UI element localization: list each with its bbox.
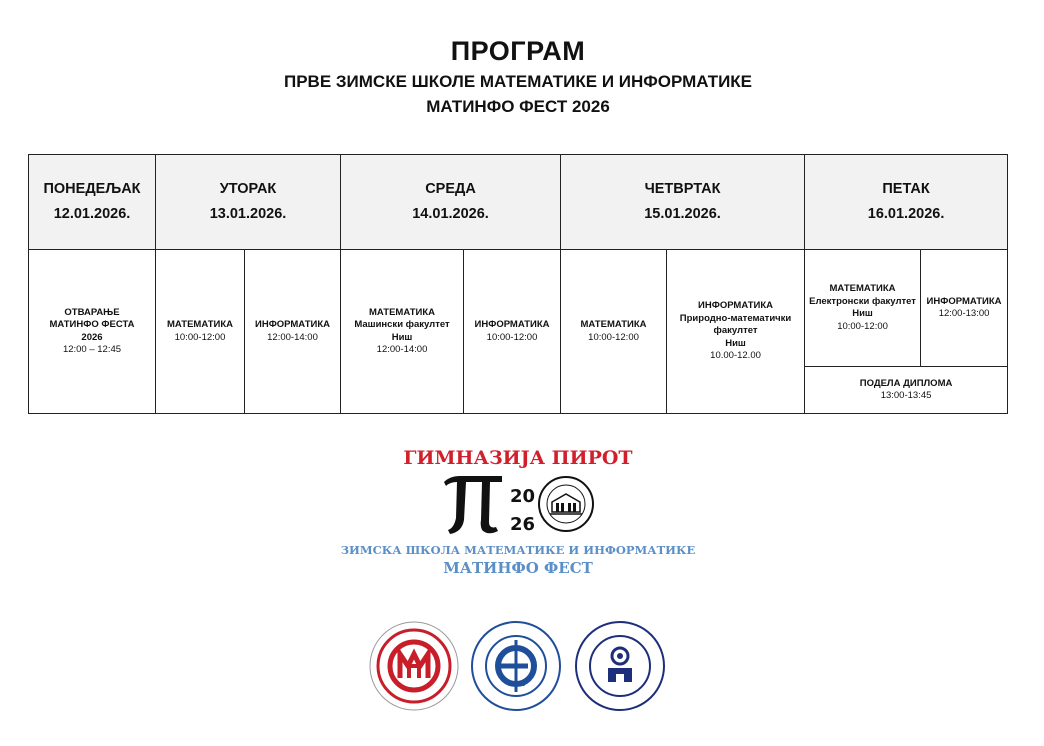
- schedule-table: [28, 154, 1008, 414]
- day-thursday: ЧЕТВРТАК 15.01.2026.: [561, 155, 805, 250]
- session-wed-info: ИНФОРМАТИКА 10:00-12:00: [464, 250, 561, 414]
- session-tue-math: МАТЕМАТИКА 10:00-12:00: [156, 250, 245, 414]
- pi-year-bottom: 26: [510, 514, 536, 535]
- session-wed-math: МАТЕМАТИКА Машински факултет Ниш 12:00-14:00: [341, 250, 464, 414]
- fest-name: МАТИНФО ФЕСТ: [443, 559, 593, 577]
- event-name: МАТИНФО ФЕСТ 2026: [426, 97, 610, 116]
- pi-icon: [444, 476, 502, 534]
- program-subtitle: ПРВЕ ЗИМСКЕ ШКОЛЕ МАТЕМАТИКЕ И ИНФОРМАТИКЕ: [283, 72, 753, 91]
- elfak-year-left: 19: [508, 681, 516, 688]
- gymnasium-seal-icon: [539, 477, 593, 531]
- pi-2026-logo: [440, 472, 600, 536]
- session-tue-info: ИНФОРМАТИКА 12:00-14:00: [245, 250, 341, 414]
- session-thu-math: МАТЕМАТИКА 10:00-12:00: [561, 250, 667, 414]
- day-wednesday: СРЕДА 14.01.2026.: [341, 155, 561, 250]
- program-title: ПРОГРАМ: [450, 36, 586, 66]
- session-fri-info: ИНФОРМАТИКА 12:00-13:00: [921, 250, 1008, 367]
- day-friday: ПЕТАК 16.01.2026.: [805, 155, 1008, 250]
- pi-year-top: 20: [510, 486, 536, 507]
- elfak-year-right: 60: [518, 681, 526, 688]
- winter-school-tagline: ЗИМСКА ШКОЛА МАТЕМАТИКЕ И ИНФОРМАТИКЕ: [340, 543, 696, 557]
- school-name: ГИМНАЗИЈА ПИРОТ: [403, 447, 633, 469]
- masfak-logo: [574, 620, 666, 712]
- elfak-logo: [470, 620, 562, 712]
- day-monday: ПОНЕДЕЉАК 12.01.2026.: [29, 155, 156, 250]
- pmf-logo: [368, 620, 460, 712]
- session-diplomas: ПОДЕЛА ДИПЛОМА 13:00-13:45: [805, 367, 1008, 414]
- session-fri-math: МАТЕМАТИКА Електронски факултет Ниш 10:00-12:00: [805, 250, 921, 367]
- session-opening: ОТВАРАЊЕ МАТИНФО ФЕСТА 2026 12:00 – 12:45: [29, 250, 156, 414]
- session-thu-info: ИНФОРМАТИКА Природно-математички факултет Ниш 10.00-12.00: [667, 250, 805, 414]
- day-tuesday: УТОРАК 13.01.2026.: [156, 155, 341, 250]
